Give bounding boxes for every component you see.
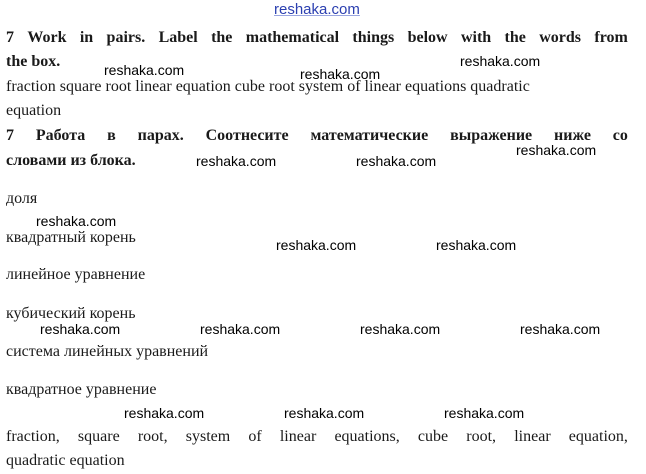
word: the — [211, 29, 233, 46]
word: equation, — [568, 428, 628, 445]
term-system-linear-equations: система линейных уравнений — [6, 343, 209, 360]
watermark: reshaka.com — [36, 213, 117, 229]
site-header-link[interactable]: reshaka.com — [274, 1, 360, 18]
task-en-heading-line1 — [6, 28, 628, 48]
word: выражение — [450, 127, 533, 144]
task-en-heading-line2: the box. — [6, 53, 61, 70]
answer-line2: quadratic equation — [6, 452, 125, 469]
word: below — [407, 29, 448, 46]
watermark: reshaka.com — [520, 321, 601, 337]
word: root, — [466, 428, 497, 445]
word: Work — [27, 29, 67, 46]
word: со — [612, 127, 628, 144]
term-linear-equation: линейное уравнение — [6, 266, 146, 283]
watermark: reshaka.com — [40, 321, 121, 337]
task-ru-heading-line2: словами из блока. — [6, 152, 136, 169]
word: парах. — [137, 127, 184, 144]
word: linear — [279, 428, 317, 445]
word: cube — [417, 428, 449, 445]
word: 7 — [6, 29, 14, 46]
word: Label — [158, 29, 198, 46]
word: mathematical — [245, 29, 340, 46]
term-cube-root: кубический корень — [6, 305, 136, 322]
word: linear — [514, 428, 551, 445]
word: the — [504, 29, 526, 46]
word: in — [79, 29, 94, 46]
watermark: reshaka.com — [516, 142, 597, 158]
watermark: reshaka.com — [436, 237, 517, 253]
term-fraction: доля — [6, 190, 38, 207]
watermark: reshaka.com — [104, 62, 185, 78]
term-quadratic-equation: квадратное уравнение — [6, 381, 157, 398]
word: system — [185, 428, 231, 445]
word: ниже — [554, 127, 591, 144]
word-box-line2: equation — [6, 102, 62, 119]
watermark: reshaka.com — [124, 405, 205, 421]
word: pairs. — [106, 29, 146, 46]
watermark: reshaka.com — [200, 321, 281, 337]
answer-line1 — [6, 427, 628, 447]
word: of — [248, 428, 262, 445]
watermark: reshaka.com — [284, 405, 365, 421]
word: equations, — [334, 428, 400, 445]
watermark: reshaka.com — [196, 153, 277, 169]
word: words — [539, 29, 581, 46]
term-square-root: квадратный корень — [6, 229, 136, 246]
word: Соотнесите — [205, 127, 289, 144]
watermark: reshaka.com — [300, 66, 381, 82]
watermark: reshaka.com — [356, 153, 437, 169]
word: Работа — [35, 127, 86, 144]
word: square — [77, 428, 120, 445]
word: в — [107, 127, 116, 144]
word: 7 — [6, 127, 14, 144]
word: things — [352, 29, 395, 46]
word: from — [594, 29, 628, 46]
word: root, — [137, 428, 168, 445]
watermark: reshaka.com — [444, 405, 525, 421]
word: fraction, — [6, 428, 60, 445]
word: математические — [310, 127, 429, 144]
watermark: reshaka.com — [460, 53, 541, 69]
watermark: reshaka.com — [360, 321, 441, 337]
word: with — [460, 29, 492, 46]
watermark: reshaka.com — [276, 237, 357, 253]
word-box-line1: fraction square root linear equation cube root system of linear equations quadratic — [6, 78, 530, 95]
